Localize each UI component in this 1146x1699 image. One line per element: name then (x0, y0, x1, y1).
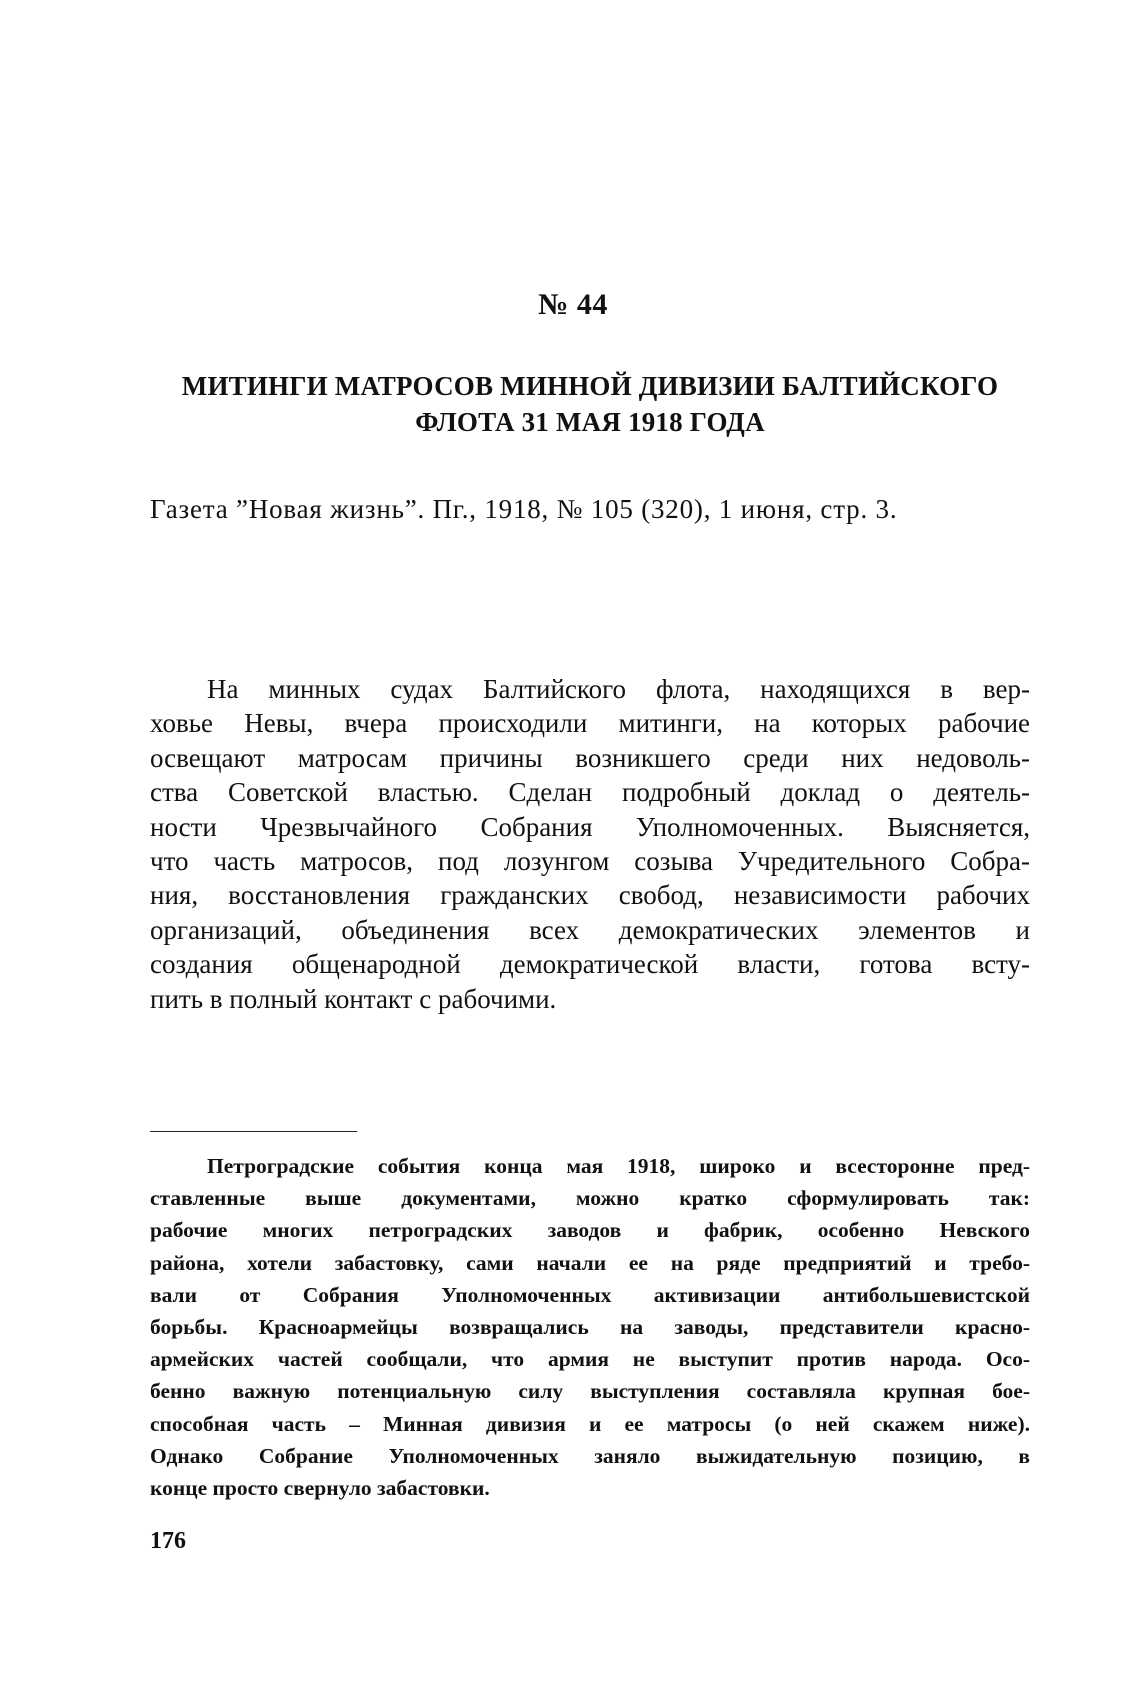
footnote-line: рабочие многих петроградских заводов и фабрик, особенно Невского (150, 1218, 1030, 1243)
footnote-line: борьбы. Красноармейцы возвращались на заводы, представители красно- (150, 1315, 1030, 1340)
document-title (150, 368, 1030, 440)
footnote-line: вали от Собрания Уполномоченных активизации антибольшевистской (150, 1282, 1030, 1307)
page-number: 176 (150, 1528, 186, 1554)
body-line: ния, восстановления гражданских свобод, независимости рабочих (150, 880, 1030, 911)
document-number: № 44 (538, 288, 608, 321)
body-line: создания общенародной демократической власти, готова всту- (150, 949, 1030, 980)
title-line: ФЛОТА 31 МАЯ 1918 ГОДА (415, 407, 765, 437)
footnote-line: способная часть – Минная дивизия и ее матросы (о ней скажем ниже). (150, 1411, 1030, 1436)
footnote-line: района, хотели забастовку, сами начали ее на ряде предприятий и требо- (150, 1250, 1030, 1275)
body-line: освещают матросам причины возникшего среди них недоволь- (150, 742, 1030, 773)
footnote-line: армейских частей сообщали, что армия не выступит против народа. Осо- (150, 1347, 1030, 1372)
title-line: МИТИНГИ МАТРОСОВ МИННОЙ ДИВИЗИИ БАЛТИЙСКОГО (181, 371, 999, 401)
body-line: ства Советской властью. Сделан подробный доклад о деятель- (150, 777, 1030, 808)
footnote-divider (150, 1131, 357, 1132)
footnote (150, 1150, 1030, 1504)
body-paragraph (150, 672, 1030, 1016)
footnote-line: бенно важную потенциальную силу выступления составляла крупная бое- (150, 1379, 1030, 1404)
body-line: ности Чрезвычайного Собрания Уполномоченных. Выясняется, (150, 811, 1030, 842)
body-line: пить в полный контакт с рабочими. (150, 983, 557, 1014)
footnote-line: ставленные выше документами, можно кратко сформулировать так: (150, 1186, 1030, 1211)
footnote-line: Однако Собрание Уполномоченных заняло выжидательную позицию, в (150, 1443, 1030, 1468)
footnote-line: конце просто свернуло забастовки. (150, 1476, 490, 1501)
body-line: организаций, объединения всех демократических элементов и (150, 914, 1030, 945)
footnote-line: Петроградские события конца мая 1918, широко и всесторонне пред- (207, 1154, 1030, 1178)
body-line: ховье Невы, вчера происходили митинги, на которых рабочие (150, 708, 1030, 739)
source-citation: Газета ”Новая жизнь”. Пг., 1918, № 105 (320), 1 июня, стр. 3. (150, 494, 898, 524)
body-line: На минных судах Балтийского флота, находящихся в вер- (207, 674, 1030, 704)
body-line: что часть матросов, под лозунгом созыва Учредительного Собра- (150, 846, 1030, 877)
